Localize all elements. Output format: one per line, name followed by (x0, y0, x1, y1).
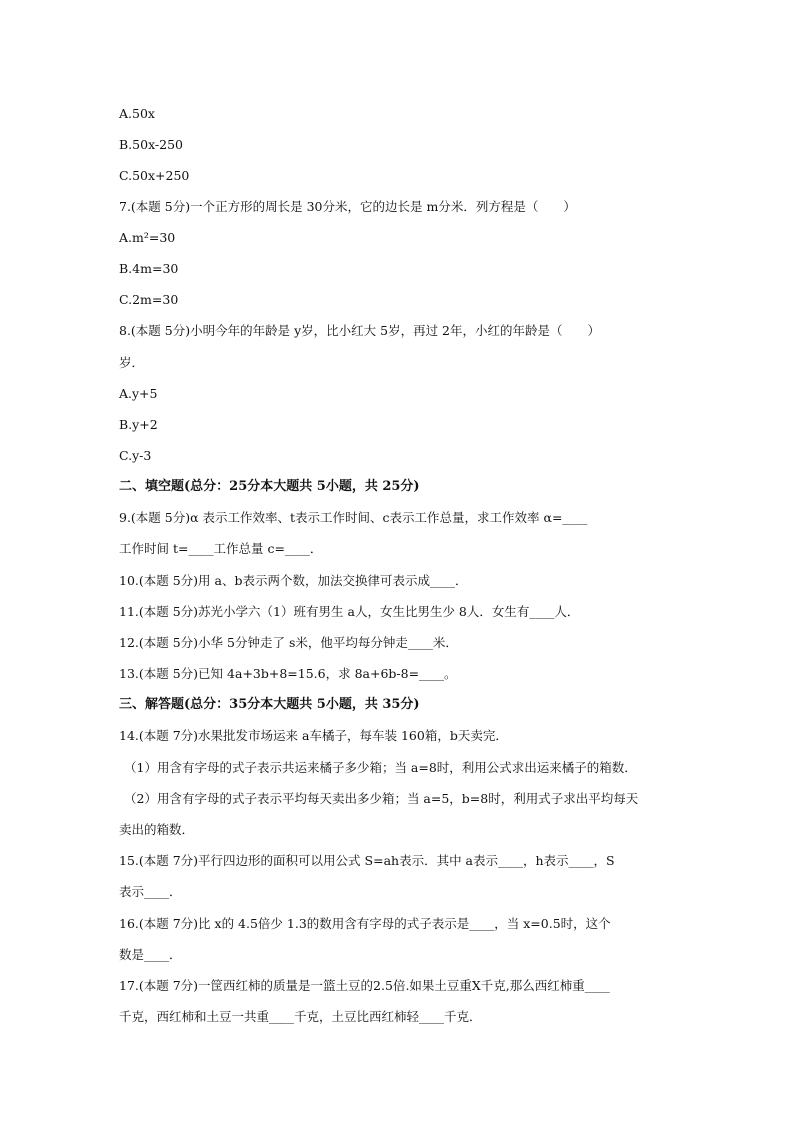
question-14: 14.(本题 7分)水果批发市场运来 a车橘子，每车装 160箱，b天卖完． (119, 728, 508, 743)
section-solve-heading: 三、解答题(总分：35分本大题共 5小题，共 35分) (119, 697, 420, 712)
option-8a: A.y+5 (119, 386, 158, 401)
question-17: 17.(本题 7分)一筐西红柿的质量是一篮土豆的2.5倍.如果土豆重X千克,那么西红柿重____ (119, 978, 610, 993)
question-16: 16.(本题 7分)比 x的 4.5倍少 1.3的数用含有字母的式子表示是____，当 x=0.5时，这个 (119, 916, 611, 931)
question-9: 9.(本题 5分)α 表示工作效率、t表示工作时间、c表示工作总量，求工作效率 α=____ (119, 510, 588, 525)
option-6c: C.50x+250 (119, 168, 190, 183)
option-6a: A.50x (119, 106, 155, 121)
option-7a: A.m²=30 (119, 230, 176, 245)
question-16-cont: 数是____． (119, 947, 182, 962)
question-11: 11.(本题 5分)苏光小学六（1）班有男生 a人，女生比男生少 8人．女生有____人． (119, 604, 580, 619)
question-8: 8.(本题 5分)小明今年的年龄是 y岁，比小红大 5岁，再过 2年，小红的年龄是（ ） (119, 323, 600, 338)
question-8-cont: 岁． (119, 355, 145, 370)
question-13: 13.(本题 5分)已知 4a+3b+8=15.6，求 8a+6b-8=____。 (119, 666, 457, 681)
question-9-cont: 工作时间 t=____工作总量 c=____． (119, 541, 323, 556)
question-12: 12.(本题 5分)小华 5分钟走了 s米，他平均每分钟走____米． (119, 635, 458, 650)
question-10: 10.(本题 5分)用 a、b表示两个数，加法交换律可表示成____． (119, 573, 468, 588)
question-14-part1: （1）用含有字母的式子表示共运来橘子多少箱；当 a=8时，利用公式求出运来橘子的箱数． (124, 760, 637, 775)
option-7b: B.4m=30 (119, 261, 179, 276)
question-7: 7.(本题 5分)一个正方形的周长是 30分米，它的边长是 m分米．列方程是（ ） (119, 199, 576, 214)
option-8c: C.y-3 (119, 448, 152, 463)
question-17-cont: 千克，西红柿和土豆一共重____千克，土豆比西红柿轻____千克． (119, 1009, 482, 1024)
question-14-part2: （2）用含有字母的式子表示平均每天卖出多少箱；当 a=5，b=8时，利用式子求出平均每天 (124, 791, 639, 806)
question-14-part2-cont: 卖出的箱数． (119, 822, 195, 837)
option-7c: C.2m=30 (119, 292, 179, 307)
option-6b: B.50x-250 (119, 137, 183, 152)
question-15: 15.(本题 7分)平行四边形的面积可以用公式 S=ah表示．其中 a表示____，h表示____，S (119, 853, 615, 868)
question-15-cont: 表示____． (119, 884, 182, 899)
section-fill-in-heading: 二、填空题(总分：25分本大题共 5小题，共 25分) (119, 479, 420, 494)
option-8b: B.y+2 (119, 417, 158, 432)
